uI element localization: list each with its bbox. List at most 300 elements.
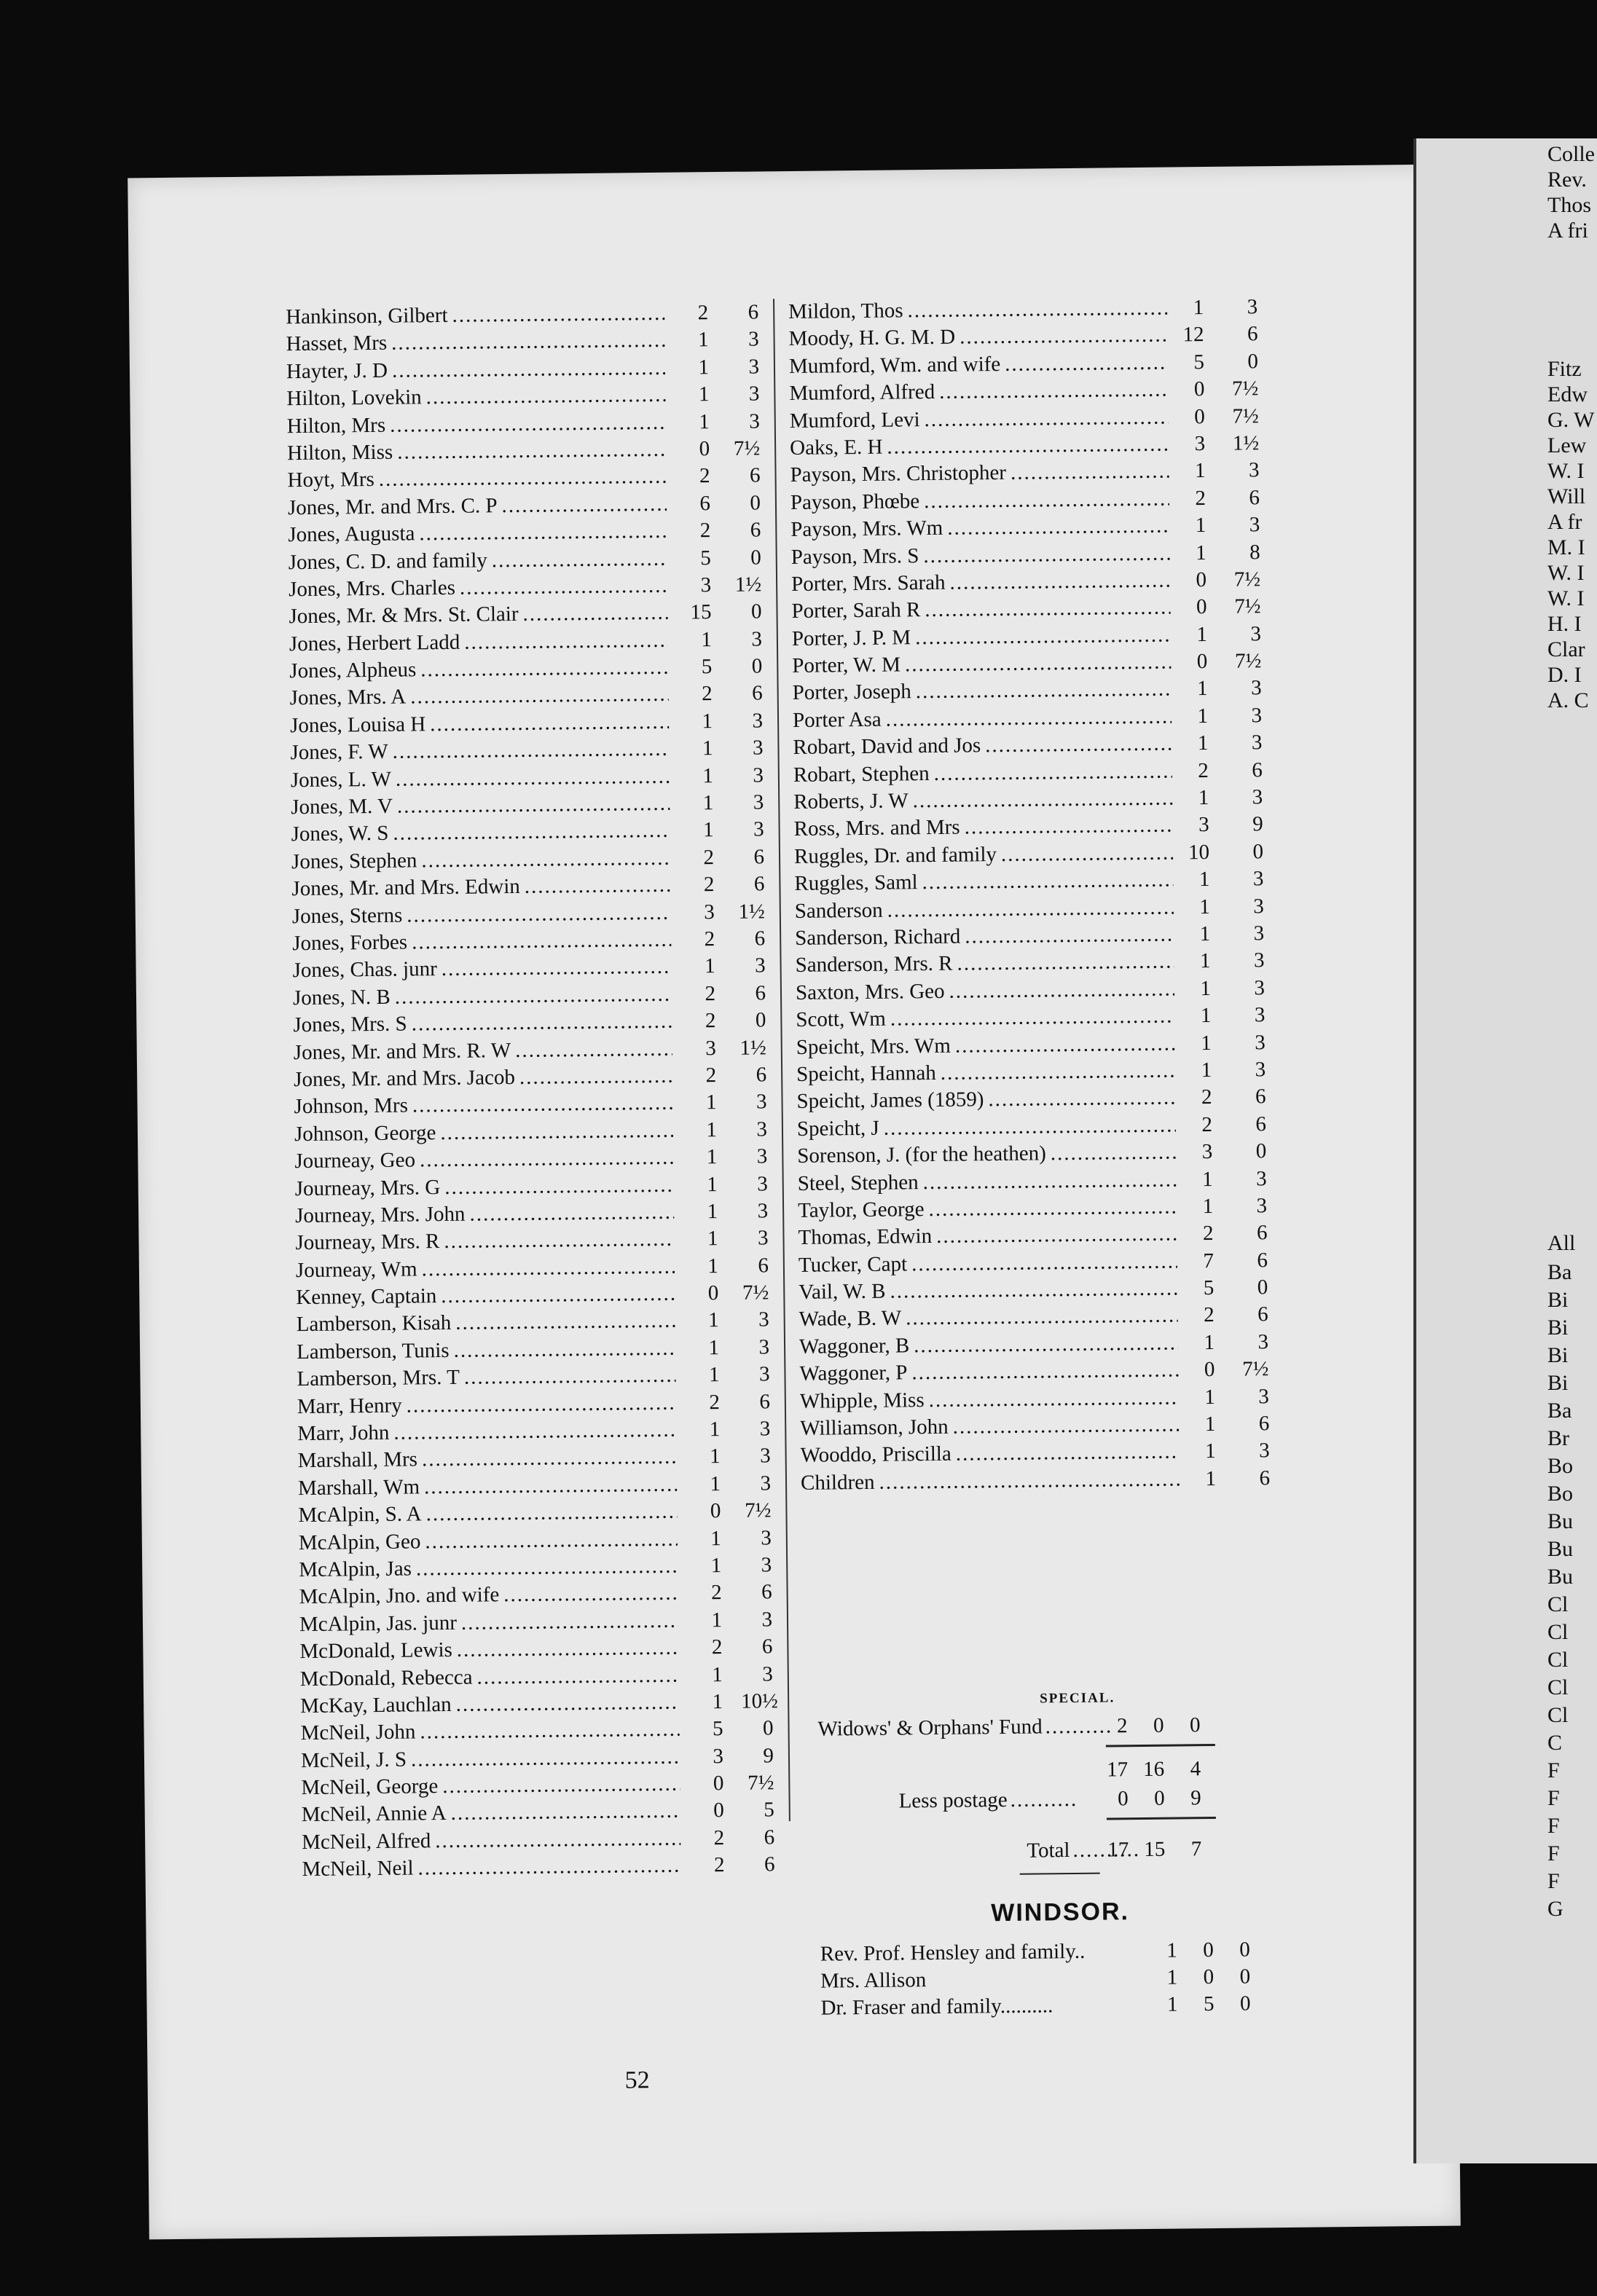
pence: 7½ [1242, 1357, 1269, 1381]
pence: 0 [750, 491, 761, 515]
shillings: 1 [706, 1117, 718, 1141]
pence: 7½ [1233, 567, 1261, 591]
shillings: 1 [1198, 868, 1210, 892]
shillings: 0 [713, 1798, 724, 1823]
pence: 3 [751, 627, 763, 651]
pence: 3 [1253, 948, 1265, 972]
fund-pence: 0 [1189, 1713, 1201, 1737]
pence: 3 [1253, 894, 1264, 918]
subscriber-name: Marshall, Wm ..... [298, 1471, 677, 1503]
pence: 6 [1256, 1221, 1268, 1245]
subscriber-name: Jones, Mr. and Mrs. R. W ..... [294, 1035, 672, 1066]
subscriber-name: McAlpin, Jno. and wife ..... [299, 1580, 678, 1611]
pence: 3 [749, 409, 760, 433]
fund-pounds: 2 [1116, 1714, 1128, 1738]
pence: 6 [752, 681, 763, 706]
shillings: 5 [1203, 1276, 1215, 1300]
shillings: 0 [699, 437, 710, 461]
subscriber-name: Sanderson ..... [795, 894, 1174, 925]
shillings: 1 [702, 818, 714, 842]
shillings: 3 [700, 573, 712, 597]
pence: 6 [761, 1580, 772, 1604]
subscriber-name: Hilton, Mrs ..... [287, 409, 666, 440]
shillings: 1 [707, 1254, 719, 1278]
total-pounds: 17 [1107, 1838, 1129, 1862]
shillings: 0 [1194, 404, 1205, 428]
adjacent-page-fragment: Bu [1547, 1537, 1574, 1561]
pence: 3 [1248, 458, 1260, 482]
adjacent-page-fragment: F [1547, 1869, 1560, 1893]
pence: 1½ [1232, 431, 1260, 455]
adjacent-page-fragment: F [1547, 1841, 1560, 1866]
total-pence: 7 [1190, 1837, 1202, 1861]
subscriber-name: Thomas, Edwin ..... [798, 1221, 1177, 1252]
subscriber-name: Jones, Stephen ..... [291, 845, 670, 876]
subscriber-name: Jones, Sterns ..... [292, 899, 671, 930]
subscriber-name: McNeil, Neil ..... [302, 1852, 680, 1884]
pence: 6 [1257, 1248, 1268, 1273]
fund-label: Widows' & Orphans' Fund ..... [817, 1712, 1113, 1742]
shillings: 5 [700, 546, 711, 570]
shillings: 2 [710, 1581, 722, 1605]
shillings: 2 [711, 1635, 723, 1659]
subscriber-name: Jones, Forbes ..... [292, 927, 671, 958]
subscriber-name: Jones, Louisa H ..... [290, 709, 669, 740]
subscriber-name: Moody, H. G. M. D ..... [788, 322, 1167, 353]
pence: 3 [760, 1471, 772, 1495]
subscriber-name: Jones, Mr. and Mrs. Edwin ..... [291, 872, 670, 903]
shillings: 1 [709, 1444, 721, 1469]
shillings: 1 [1199, 895, 1210, 919]
pence: 3 [752, 709, 764, 733]
pence: 6 [748, 300, 759, 324]
shillings: 1 [1195, 514, 1206, 538]
pence: 6 [755, 981, 766, 1005]
subscriber-name: Porter, Sarah R ..... [791, 594, 1170, 626]
shillings: 0 [710, 1499, 721, 1523]
adjacent-page-fragment: Bu [1547, 1509, 1574, 1533]
shillings: 1 [1204, 1330, 1215, 1354]
shillings: 0 [1196, 650, 1208, 674]
adjacent-page-fragment: Bu [1547, 1565, 1574, 1589]
shillings: 2 [703, 845, 715, 870]
shillings: 0 [713, 1772, 724, 1796]
adjacent-page-fragment: All [1547, 1231, 1576, 1255]
shillings: 2 [705, 1009, 716, 1033]
pence: 0 [755, 1008, 766, 1032]
subscriber-name: Robart, Stephen ..... [793, 758, 1172, 789]
subscriber-name: Payson, Mrs. Christopher ..... [790, 458, 1169, 490]
adjacent-page-fragment: A fri [1547, 219, 1588, 243]
shillings: 1 [698, 382, 710, 406]
subscriber-name: Journeay, Mrs. John ..... [295, 1199, 674, 1230]
less-pounds: 0 [1117, 1787, 1129, 1811]
subtotal-pounds: 17 [1107, 1758, 1129, 1782]
shillings: 2 [705, 981, 716, 1006]
shillings: 1 [1202, 1194, 1214, 1219]
shillings: 1 [702, 736, 713, 760]
subscriber-name: McAlpin, S. A ..... [298, 1498, 677, 1530]
pence: 3 [761, 1608, 773, 1632]
adjacent-page-fragment: Lew [1547, 433, 1587, 457]
pence: 7½ [1232, 404, 1259, 428]
shillings: 2 [1201, 1085, 1212, 1109]
adjacent-page-fragment: F [1547, 1758, 1560, 1782]
shillings: 0 [1204, 1358, 1215, 1382]
right-column [788, 295, 1271, 1497]
pence: 0 [750, 545, 761, 570]
shillings: 5 [1193, 350, 1205, 374]
shillings: 1 [1199, 949, 1211, 973]
shillings: 1 [708, 1363, 720, 1387]
shillings: 3 [704, 900, 715, 924]
subscriber-name: Jones, Mr. & Mrs. St. Clair ..... [289, 599, 667, 631]
pence: 3 [748, 382, 760, 406]
shillings: 3 [713, 1744, 724, 1768]
pence: 0 [1239, 1992, 1251, 2016]
subtotal-rule [1106, 1744, 1215, 1747]
pence: 3 [758, 1308, 769, 1332]
total-label: Total ..... [1027, 1836, 1140, 1865]
pence: 0 [1255, 1139, 1267, 1163]
pence: 3 [1254, 975, 1266, 1000]
pence: 3 [1253, 921, 1265, 945]
adjacent-page-fragment: Bi [1547, 1288, 1569, 1312]
pence: 7½ [1231, 377, 1259, 401]
subtotal-shillings: 16 [1143, 1757, 1165, 1782]
adjacent-page-fragment: Rev. [1547, 168, 1587, 192]
pence: 6 [758, 1254, 769, 1278]
pence: 3 [757, 1199, 769, 1223]
pence: 7½ [742, 1281, 769, 1305]
shillings: 0 [1196, 567, 1207, 592]
shillings: 1 [1200, 1004, 1212, 1028]
subscriber-name: Robart, David and Jos ..... [793, 731, 1172, 762]
pence: 3 [753, 817, 764, 841]
pence: 0 [751, 654, 763, 678]
column-divider [773, 299, 790, 1821]
subscriber-name: Hoyt, Mrs ..... [287, 463, 666, 495]
pence: 6 [756, 1063, 767, 1087]
pence: 6 [761, 1635, 773, 1659]
pence: 3 [1249, 513, 1260, 537]
shillings: 2 [702, 682, 713, 706]
pence: 6 [1255, 1085, 1266, 1109]
subscriber-name: Payson, Mrs. S ..... [791, 540, 1170, 571]
shillings: 1 [1204, 1439, 1216, 1463]
shillings: 1 [704, 954, 715, 978]
subscriber-name: Wade, B. W ..... [799, 1302, 1178, 1334]
pence: 3 [762, 1662, 773, 1686]
pence: 7½ [733, 436, 761, 460]
shillings: 1 [1197, 704, 1209, 728]
special-heading: SPECIAL. [1040, 1690, 1115, 1707]
pence: 3 [1256, 1166, 1267, 1190]
subscriber-name: Ruggles, Dr. and family ..... [794, 839, 1173, 870]
subscriber-name: Jones, L. W ..... [291, 763, 670, 794]
subscriber-name: Jones, Herbert Ladd ..... [289, 626, 668, 658]
subscriber-name: Roberts, J. W ..... [793, 785, 1172, 817]
subscriber-name: McAlpin, Jas. junr ..... [299, 1607, 678, 1638]
shillings: 1 [1196, 622, 1208, 646]
adjacent-page-fragment: H. I [1547, 612, 1582, 636]
shillings: 5 [1203, 1992, 1215, 2016]
shillings: 5 [701, 655, 713, 679]
pence: 3 [759, 1444, 771, 1468]
shillings: 1 [1204, 1412, 1216, 1436]
subscriber-name: Jones, Mrs. A ..... [290, 681, 669, 712]
shillings: 1 [711, 1608, 723, 1632]
subscriber-name: Sorenson, J. (for the heathen) ..... [797, 1139, 1176, 1171]
subscriber-name: Ruggles, Saml ..... [794, 867, 1173, 898]
subscriber-name: Journeay, Mrs. R ..... [295, 1226, 674, 1257]
shillings: 1 [1193, 296, 1204, 320]
shillings: 1 [1199, 921, 1211, 946]
pence: 0 [750, 599, 762, 624]
pence: 9 [1252, 812, 1263, 836]
shillings: 1 [1197, 731, 1209, 755]
shillings: 2 [1198, 758, 1209, 782]
subscriber-name: Speicht, Hannah ..... [796, 1057, 1175, 1088]
adjacent-page-fragment: Will [1547, 484, 1586, 508]
adjacent-page-fragment: W. I [1547, 586, 1585, 610]
adjacent-page-fragment: D. I [1547, 663, 1582, 687]
subscriber-name: Jones, M. V ..... [291, 790, 670, 822]
pence: 3 [1252, 785, 1263, 809]
pence: 1½ [739, 1035, 766, 1060]
pounds: 1 [1166, 1992, 1178, 2016]
shillings: 1 [710, 1471, 721, 1496]
pence: 3 [1255, 1030, 1266, 1054]
subscriber-name: McDonald, Rebecca ..... [300, 1662, 679, 1693]
subscriber-name: Marr, Henry ..... [297, 1389, 676, 1420]
adjacent-page-fragment: Fitz [1547, 357, 1582, 381]
pence: 10½ [741, 1689, 779, 1713]
shillings: 2 [704, 927, 715, 951]
subscriber-name: Waggoner, B ..... [799, 1329, 1178, 1361]
subscriber-name: Lamberson, Tunis ..... [297, 1335, 675, 1367]
shillings: 2 [1195, 486, 1206, 510]
shillings: 0 [1203, 1965, 1215, 1989]
pence: 3 [1252, 867, 1264, 891]
shillings: 1 [710, 1554, 722, 1578]
subscriber-name: Speicht, Mrs. Wm ..... [796, 1030, 1175, 1061]
shillings: 1 [1200, 976, 1212, 1000]
less-pence: 9 [1190, 1786, 1201, 1810]
section-rule [1020, 1873, 1100, 1875]
adjacent-page-fragment: Cl [1547, 1648, 1569, 1672]
pence: 0 [1252, 840, 1264, 864]
subscriber-name: Payson, Phœbe ..... [790, 485, 1169, 516]
pence: 3 [1251, 704, 1263, 728]
adjacent-page-fragment: Cl [1547, 1675, 1569, 1699]
subscriber-name: Journeay, Mrs. G ..... [295, 1171, 674, 1203]
adjacent-page-fragment: W. I [1547, 459, 1585, 483]
adjacent-page-fragment: C [1547, 1731, 1563, 1755]
fund-shillings: 0 [1153, 1713, 1164, 1737]
pence: 3 [1257, 1330, 1269, 1354]
pence: 3 [757, 1226, 769, 1250]
pence: 3 [1251, 731, 1263, 755]
subscriber-name: Porter Asa ..... [793, 703, 1172, 734]
subscriber-name: Johnson, Mrs ..... [294, 1090, 672, 1121]
shillings: 10 [1188, 840, 1210, 865]
subscriber-name: Lamberson, Kisah ..... [297, 1308, 675, 1339]
subscriber-name: Mildon, Thos ..... [788, 295, 1167, 326]
windsor-subscriber: Dr. Fraser and family.......... [820, 1994, 1053, 2020]
shillings: 1 [712, 1662, 723, 1686]
adjacent-page-fragment: Ba [1547, 1260, 1572, 1284]
shillings: 1 [1196, 677, 1208, 701]
pounds: 1 [1166, 1965, 1178, 1989]
shillings: 1 [702, 791, 714, 815]
shillings: 1 [701, 627, 713, 651]
pence: 6 [1258, 1412, 1270, 1436]
subscriber-name: Porter, J. P. M ..... [792, 621, 1171, 653]
subscriber-name: Sanderson, Richard ..... [795, 921, 1174, 953]
subscriber-name: Jones, Mrs. Charles ..... [289, 573, 667, 604]
subscriber-name: Scott, Wm ..... [796, 1003, 1174, 1034]
pence: 8 [1249, 540, 1260, 564]
pence: 3 [757, 1171, 768, 1196]
pence: 0 [1257, 1275, 1268, 1300]
subtotal-pence: 4 [1190, 1757, 1201, 1781]
shillings: 1 [707, 1172, 718, 1196]
subscriber-name: Kenney, Captain ..... [296, 1281, 675, 1312]
adjacent-page-fragment: Clar [1547, 637, 1585, 661]
shillings: 7 [1203, 1249, 1215, 1273]
adjacent-page-fragment: Cl [1547, 1592, 1569, 1616]
shillings: 12 [1182, 323, 1204, 347]
pence: 3 [756, 1090, 767, 1114]
pence: 3 [761, 1525, 772, 1550]
shillings: 2 [703, 873, 715, 897]
shillings: 1 [1194, 459, 1206, 483]
pence: 3 [1250, 676, 1262, 700]
adjacent-page-fragment: A. C [1547, 688, 1589, 712]
subscriber-name: Jones, C. D. and family ..... [289, 545, 667, 576]
subscriber-name: Porter, W. M ..... [792, 649, 1171, 680]
less-postage-label: Less postage ..... [898, 1785, 1078, 1815]
shillings: 1 [708, 1308, 719, 1332]
shillings: 5 [712, 1717, 723, 1741]
adjacent-page-fragment: Bi [1547, 1343, 1569, 1367]
pence: 3 [1254, 1003, 1266, 1027]
adjacent-page-fragment: F [1547, 1786, 1560, 1810]
pence: 6 [764, 1852, 775, 1876]
shillings: 1 [1205, 1466, 1217, 1490]
subscriber-name: Children ..... [801, 1466, 1180, 1497]
left-column [286, 300, 779, 1884]
pence: 3 [748, 355, 760, 379]
subscriber-name: Jones, F. W ..... [290, 736, 669, 767]
total-shillings: 15 [1144, 1837, 1166, 1862]
windsor-heading: WINDSOR. [991, 1898, 1130, 1927]
shillings: 3 [705, 1036, 716, 1060]
subscriber-name: McNeil, George ..... [301, 1771, 680, 1802]
pence: 3 [1247, 295, 1258, 319]
adjacent-page-fragment: Br [1547, 1426, 1569, 1450]
shillings: 1 [712, 1689, 723, 1714]
pence: 3 [758, 1335, 770, 1359]
adjacent-page-fragment: Bo [1547, 1482, 1574, 1506]
shillings: 1 [1196, 540, 1206, 565]
adjacent-page-fragment: W. I [1547, 561, 1585, 585]
shillings: 0 [1193, 377, 1205, 401]
pence: 6 [764, 1825, 775, 1849]
pence: 9 [763, 1744, 774, 1768]
pence: 0 [762, 1716, 774, 1740]
shillings: 15 [690, 600, 712, 624]
subscriber-name: Steel, Stephen ..... [798, 1166, 1177, 1198]
adjacent-page-fragment: Thos [1547, 193, 1591, 217]
pence: 3 [1258, 1439, 1270, 1463]
subscriber-name: Porter, Mrs. Sarah ..... [791, 567, 1170, 598]
shillings: 2 [699, 519, 711, 543]
subscriber-name: McKay, Lauchlan ..... [300, 1689, 679, 1721]
pence: 6 [759, 1389, 771, 1414]
adjacent-page-fragment: Bo [1547, 1454, 1574, 1478]
subscriber-name: Jones, Alpheus ..... [289, 654, 668, 685]
pence: 3 [748, 327, 759, 351]
pence: 6 [1252, 758, 1263, 782]
shillings: 2 [709, 1390, 721, 1414]
subscriber-name: Saxton, Mrs. Geo ..... [796, 975, 1174, 1007]
adjacent-page-fragment: G [1547, 1897, 1563, 1921]
less-shillings: 0 [1153, 1786, 1165, 1810]
subscriber-name: Payson, Mrs. Wm ..... [790, 513, 1169, 544]
shillings: 2 [705, 1064, 717, 1088]
subscriber-name: Mumford, Wm. and wife ..... [789, 349, 1168, 380]
shillings: 1 [707, 1199, 718, 1224]
shillings: 2 [699, 464, 710, 488]
page-number: 52 [624, 2067, 650, 2094]
subscriber-name: McNeil, John ..... [300, 1716, 679, 1747]
adjacent-page-fragment: Colle [1547, 142, 1595, 166]
subscriber-name: Vail, W. B ..... [798, 1275, 1177, 1307]
pence: 3 [761, 1553, 772, 1577]
pence: 3 [753, 790, 764, 814]
pence: 6 [753, 872, 765, 896]
pence: 0 [1239, 1938, 1250, 1962]
subscriber-name: McDonald, Lewis ..... [299, 1635, 678, 1666]
shillings: 1 [699, 409, 710, 433]
pence: 6 [753, 845, 765, 869]
pence: 3 [758, 1362, 770, 1386]
pence: 1½ [738, 899, 765, 924]
shillings: 2 [713, 1853, 725, 1877]
subscriber-name: Mumford, Alfred ..... [789, 377, 1168, 408]
subscriber-name: Lamberson, Mrs. T ..... [297, 1362, 675, 1393]
shillings: 1 [1198, 786, 1209, 810]
pence: 5 [764, 1798, 774, 1822]
pence: 6 [1249, 485, 1260, 510]
pence: 3 [759, 1417, 771, 1441]
subscriber-name: Speicht, James (1859) ..... [796, 1085, 1175, 1116]
pence: 7½ [747, 1771, 774, 1795]
adjacent-page-edge [1413, 138, 1597, 2163]
shillings: 3 [1201, 1140, 1213, 1164]
adjacent-page-fragment: F [1547, 1814, 1560, 1838]
shillings: 0 [707, 1281, 719, 1305]
subscriber-name: McNeil, Annie A ..... [302, 1798, 680, 1829]
pence: 3 [756, 1144, 768, 1168]
pence: 6 [1255, 1112, 1267, 1136]
subscriber-name: Whipple, Miss ..... [800, 1384, 1179, 1415]
shillings: 3 [1194, 431, 1206, 456]
adjacent-page-fragment: Edw [1547, 382, 1588, 406]
subscriber-name: Taylor, George ..... [798, 1193, 1177, 1224]
